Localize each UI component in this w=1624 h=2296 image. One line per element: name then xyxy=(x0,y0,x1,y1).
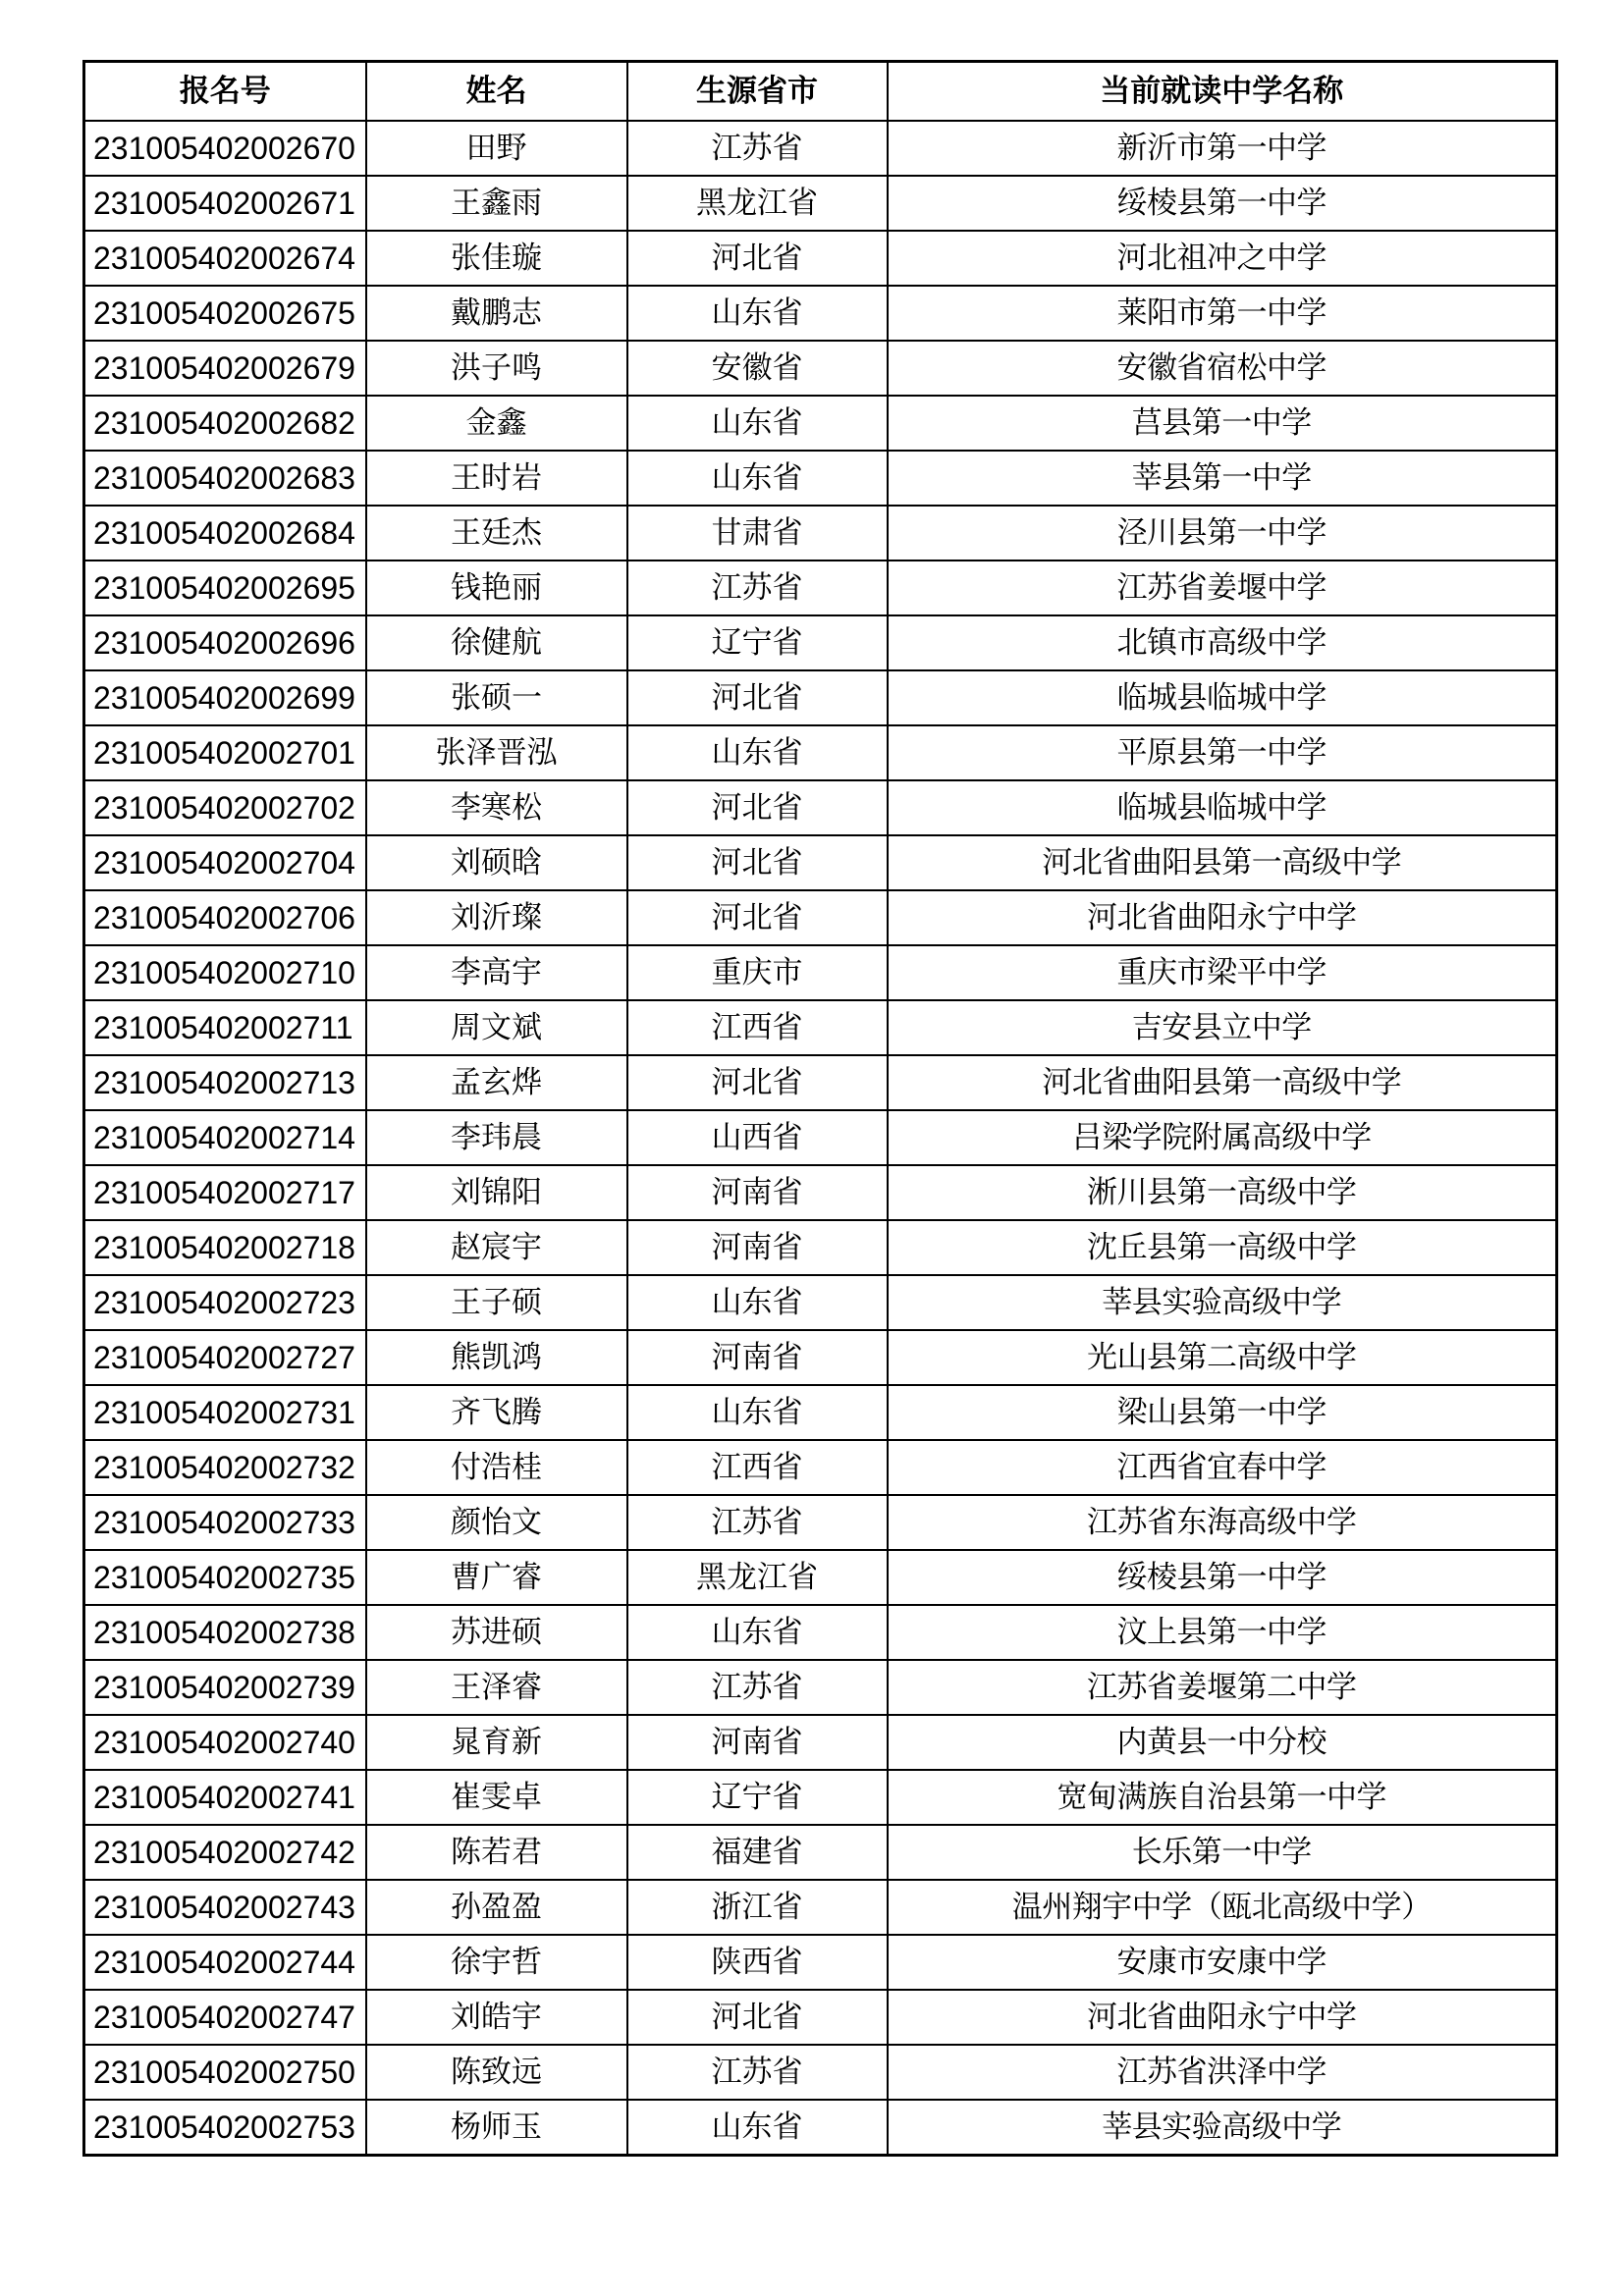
school-name-cell: 淅川县第一高级中学 xyxy=(888,1165,1557,1220)
province-cell: 河北省 xyxy=(627,835,888,890)
school-name-cell: 莱阳市第一中学 xyxy=(888,286,1557,341)
header-registration-number: 报名号 xyxy=(84,62,366,122)
registration-number-cell: 231005402002674 xyxy=(84,231,366,286)
table-row xyxy=(84,1605,1557,1660)
student-name-cell: 金鑫 xyxy=(366,396,627,451)
registration-number-cell: 231005402002741 xyxy=(84,1770,366,1825)
student-name-cell: 刘皓宇 xyxy=(366,1990,627,2045)
table-row xyxy=(84,1715,1557,1770)
student-name-cell: 徐宇哲 xyxy=(366,1935,627,1990)
province-cell: 江苏省 xyxy=(627,121,888,176)
table-body xyxy=(84,121,1557,2156)
school-name-cell: 梁山县第一中学 xyxy=(888,1385,1557,1440)
school-name-cell: 河北省曲阳县第一高级中学 xyxy=(888,835,1557,890)
school-name-cell: 绥棱县第一中学 xyxy=(888,176,1557,231)
registration-number-cell: 231005402002695 xyxy=(84,561,366,615)
table-row xyxy=(84,1220,1557,1275)
admission-roster-table xyxy=(82,60,1558,2157)
school-name-cell: 河北祖冲之中学 xyxy=(888,231,1557,286)
student-name-cell: 王时岩 xyxy=(366,451,627,506)
school-name-cell: 莘县实验高级中学 xyxy=(888,2100,1557,2156)
school-name-cell: 莘县第一中学 xyxy=(888,451,1557,506)
province-cell: 山东省 xyxy=(627,1385,888,1440)
student-name-cell: 王鑫雨 xyxy=(366,176,627,231)
table-row xyxy=(84,1055,1557,1110)
school-name-cell: 临城县临城中学 xyxy=(888,780,1557,835)
table-row xyxy=(84,561,1557,615)
registration-number-cell: 231005402002704 xyxy=(84,835,366,890)
registration-number-cell: 231005402002713 xyxy=(84,1055,366,1110)
province-cell: 河南省 xyxy=(627,1165,888,1220)
province-cell: 山西省 xyxy=(627,1110,888,1165)
registration-number-cell: 231005402002750 xyxy=(84,2045,366,2100)
student-name-cell: 钱艳丽 xyxy=(366,561,627,615)
province-cell: 辽宁省 xyxy=(627,1770,888,1825)
province-cell: 浙江省 xyxy=(627,1880,888,1935)
registration-number-cell: 231005402002675 xyxy=(84,286,366,341)
student-name-cell: 熊凯鸿 xyxy=(366,1330,627,1385)
student-name-cell: 陈若君 xyxy=(366,1825,627,1880)
school-name-cell: 内黄县一中分校 xyxy=(888,1715,1557,1770)
province-cell: 江苏省 xyxy=(627,1495,888,1550)
student-name-cell: 刘锦阳 xyxy=(366,1165,627,1220)
province-cell: 重庆市 xyxy=(627,945,888,1000)
school-name-cell: 河北省曲阳永宁中学 xyxy=(888,890,1557,945)
province-cell: 陕西省 xyxy=(627,1935,888,1990)
table-row xyxy=(84,945,1557,1000)
registration-number-cell: 231005402002740 xyxy=(84,1715,366,1770)
registration-number-cell: 231005402002718 xyxy=(84,1220,366,1275)
province-cell: 黑龙江省 xyxy=(627,1550,888,1605)
registration-number-cell: 231005402002733 xyxy=(84,1495,366,1550)
student-name-cell: 李寒松 xyxy=(366,780,627,835)
school-name-cell: 长乐第一中学 xyxy=(888,1825,1557,1880)
student-name-cell: 王廷杰 xyxy=(366,506,627,561)
province-cell: 甘肃省 xyxy=(627,506,888,561)
student-name-cell: 陈致远 xyxy=(366,2045,627,2100)
student-name-cell: 孟玄烨 xyxy=(366,1055,627,1110)
table-row xyxy=(84,396,1557,451)
registration-number-cell: 231005402002753 xyxy=(84,2100,366,2156)
table-row xyxy=(84,506,1557,561)
province-cell: 江苏省 xyxy=(627,2045,888,2100)
province-cell: 河北省 xyxy=(627,1990,888,2045)
registration-number-cell: 231005402002739 xyxy=(84,1660,366,1715)
registration-number-cell: 231005402002684 xyxy=(84,506,366,561)
table-row xyxy=(84,670,1557,725)
table-row xyxy=(84,1330,1557,1385)
school-name-cell: 江苏省东海高级中学 xyxy=(888,1495,1557,1550)
table-row xyxy=(84,1000,1557,1055)
school-name-cell: 宽甸满族自治县第一中学 xyxy=(888,1770,1557,1825)
school-name-cell: 江苏省洪泽中学 xyxy=(888,2045,1557,2100)
province-cell: 江苏省 xyxy=(627,1660,888,1715)
student-name-cell: 张硕一 xyxy=(366,670,627,725)
registration-number-cell: 231005402002742 xyxy=(84,1825,366,1880)
table-row xyxy=(84,121,1557,176)
header-province: 生源省市 xyxy=(627,62,888,122)
registration-number-cell: 231005402002683 xyxy=(84,451,366,506)
registration-number-cell: 231005402002743 xyxy=(84,1880,366,1935)
school-name-cell: 莘县实验高级中学 xyxy=(888,1275,1557,1330)
province-cell: 山东省 xyxy=(627,725,888,780)
school-name-cell: 温州翔宇中学（瓯北高级中学） xyxy=(888,1880,1557,1935)
school-name-cell: 绥棱县第一中学 xyxy=(888,1550,1557,1605)
table-row xyxy=(84,1990,1557,2045)
province-cell: 山东省 xyxy=(627,451,888,506)
registration-number-cell: 231005402002701 xyxy=(84,725,366,780)
province-cell: 河南省 xyxy=(627,1330,888,1385)
student-name-cell: 戴鹏志 xyxy=(366,286,627,341)
province-cell: 江苏省 xyxy=(627,561,888,615)
registration-number-cell: 231005402002682 xyxy=(84,396,366,451)
registration-number-cell: 231005402002711 xyxy=(84,1000,366,1055)
table-row xyxy=(84,2100,1557,2156)
table-header-row xyxy=(84,62,1557,122)
registration-number-cell: 231005402002732 xyxy=(84,1440,366,1495)
registration-number-cell: 231005402002670 xyxy=(84,121,366,176)
student-name-cell: 李高宇 xyxy=(366,945,627,1000)
province-cell: 山东省 xyxy=(627,1275,888,1330)
student-name-cell: 李玮晨 xyxy=(366,1110,627,1165)
table-row xyxy=(84,725,1557,780)
school-name-cell: 莒县第一中学 xyxy=(888,396,1557,451)
school-name-cell: 临城县临城中学 xyxy=(888,670,1557,725)
registration-number-cell: 231005402002744 xyxy=(84,1935,366,1990)
province-cell: 江西省 xyxy=(627,1440,888,1495)
school-name-cell: 江苏省姜堰第二中学 xyxy=(888,1660,1557,1715)
school-name-cell: 吉安县立中学 xyxy=(888,1000,1557,1055)
table-row xyxy=(84,176,1557,231)
student-name-cell: 崔雯卓 xyxy=(366,1770,627,1825)
province-cell: 河北省 xyxy=(627,670,888,725)
registration-number-cell: 231005402002699 xyxy=(84,670,366,725)
student-name-cell: 刘硕晗 xyxy=(366,835,627,890)
registration-number-cell: 231005402002706 xyxy=(84,890,366,945)
table-row xyxy=(84,615,1557,670)
province-cell: 福建省 xyxy=(627,1825,888,1880)
student-name-cell: 杨师玉 xyxy=(366,2100,627,2156)
registration-number-cell: 231005402002738 xyxy=(84,1605,366,1660)
student-name-cell: 王子硕 xyxy=(366,1275,627,1330)
student-name-cell: 张佳璇 xyxy=(366,231,627,286)
province-cell: 山东省 xyxy=(627,1605,888,1660)
registration-number-cell: 231005402002714 xyxy=(84,1110,366,1165)
school-name-cell: 安康市安康中学 xyxy=(888,1935,1557,1990)
registration-number-cell: 231005402002735 xyxy=(84,1550,366,1605)
school-name-cell: 沈丘县第一高级中学 xyxy=(888,1220,1557,1275)
province-cell: 河北省 xyxy=(627,890,888,945)
table-row xyxy=(84,286,1557,341)
student-name-cell: 田野 xyxy=(366,121,627,176)
student-name-cell: 曹广睿 xyxy=(366,1550,627,1605)
school-name-cell: 光山县第二高级中学 xyxy=(888,1330,1557,1385)
registration-number-cell: 231005402002747 xyxy=(84,1990,366,2045)
header-school: 当前就读中学名称 xyxy=(888,62,1557,122)
table-row xyxy=(84,890,1557,945)
table-row xyxy=(84,1935,1557,1990)
province-cell: 安徽省 xyxy=(627,341,888,396)
province-cell: 山东省 xyxy=(627,396,888,451)
student-name-cell: 颜怡文 xyxy=(366,1495,627,1550)
table-row xyxy=(84,1275,1557,1330)
school-name-cell: 汶上县第一中学 xyxy=(888,1605,1557,1660)
registration-number-cell: 231005402002731 xyxy=(84,1385,366,1440)
student-name-cell: 洪子鸣 xyxy=(366,341,627,396)
table-row xyxy=(84,780,1557,835)
province-cell: 河北省 xyxy=(627,780,888,835)
student-name-cell: 苏进硕 xyxy=(366,1605,627,1660)
student-name-cell: 晁育新 xyxy=(366,1715,627,1770)
school-name-cell: 吕梁学院附属高级中学 xyxy=(888,1110,1557,1165)
registration-number-cell: 231005402002717 xyxy=(84,1165,366,1220)
table-row xyxy=(84,1880,1557,1935)
student-name-cell: 徐健航 xyxy=(366,615,627,670)
school-name-cell: 江苏省姜堰中学 xyxy=(888,561,1557,615)
student-name-cell: 张泽晋泓 xyxy=(366,725,627,780)
registration-number-cell: 231005402002723 xyxy=(84,1275,366,1330)
school-name-cell: 江西省宜春中学 xyxy=(888,1440,1557,1495)
table-row xyxy=(84,835,1557,890)
province-cell: 河北省 xyxy=(627,231,888,286)
registration-number-cell: 231005402002702 xyxy=(84,780,366,835)
table-row xyxy=(84,1440,1557,1495)
header-name: 姓名 xyxy=(366,62,627,122)
school-name-cell: 河北省曲阳县第一高级中学 xyxy=(888,1055,1557,1110)
table-row xyxy=(84,451,1557,506)
table-row xyxy=(84,1825,1557,1880)
registration-number-cell: 231005402002710 xyxy=(84,945,366,1000)
school-name-cell: 平原县第一中学 xyxy=(888,725,1557,780)
table-row xyxy=(84,1495,1557,1550)
school-name-cell: 河北省曲阳永宁中学 xyxy=(888,1990,1557,2045)
province-cell: 山东省 xyxy=(627,286,888,341)
province-cell: 辽宁省 xyxy=(627,615,888,670)
student-name-cell: 付浩桂 xyxy=(366,1440,627,1495)
table-row xyxy=(84,1660,1557,1715)
school-name-cell: 泾川县第一中学 xyxy=(888,506,1557,561)
school-name-cell: 安徽省宿松中学 xyxy=(888,341,1557,396)
student-name-cell: 齐飞腾 xyxy=(366,1385,627,1440)
table-row xyxy=(84,2045,1557,2100)
registration-number-cell: 231005402002696 xyxy=(84,615,366,670)
table-row xyxy=(84,231,1557,286)
province-cell: 河南省 xyxy=(627,1715,888,1770)
registration-number-cell: 231005402002679 xyxy=(84,341,366,396)
province-cell: 山东省 xyxy=(627,2100,888,2156)
province-cell: 河北省 xyxy=(627,1055,888,1110)
student-name-cell: 孙盈盈 xyxy=(366,1880,627,1935)
registration-number-cell: 231005402002671 xyxy=(84,176,366,231)
school-name-cell: 北镇市高级中学 xyxy=(888,615,1557,670)
student-name-cell: 王泽睿 xyxy=(366,1660,627,1715)
province-cell: 江西省 xyxy=(627,1000,888,1055)
registration-number-cell: 231005402002727 xyxy=(84,1330,366,1385)
school-name-cell: 重庆市梁平中学 xyxy=(888,945,1557,1000)
student-name-cell: 周文斌 xyxy=(366,1000,627,1055)
province-cell: 河南省 xyxy=(627,1220,888,1275)
student-name-cell: 赵宸宇 xyxy=(366,1220,627,1275)
table-row xyxy=(84,1165,1557,1220)
table-row xyxy=(84,1550,1557,1605)
table-row xyxy=(84,1110,1557,1165)
table-row xyxy=(84,1385,1557,1440)
student-name-cell: 刘沂璨 xyxy=(366,890,627,945)
school-name-cell: 新沂市第一中学 xyxy=(888,121,1557,176)
province-cell: 黑龙江省 xyxy=(627,176,888,231)
table-row xyxy=(84,1770,1557,1825)
table-row xyxy=(84,341,1557,396)
